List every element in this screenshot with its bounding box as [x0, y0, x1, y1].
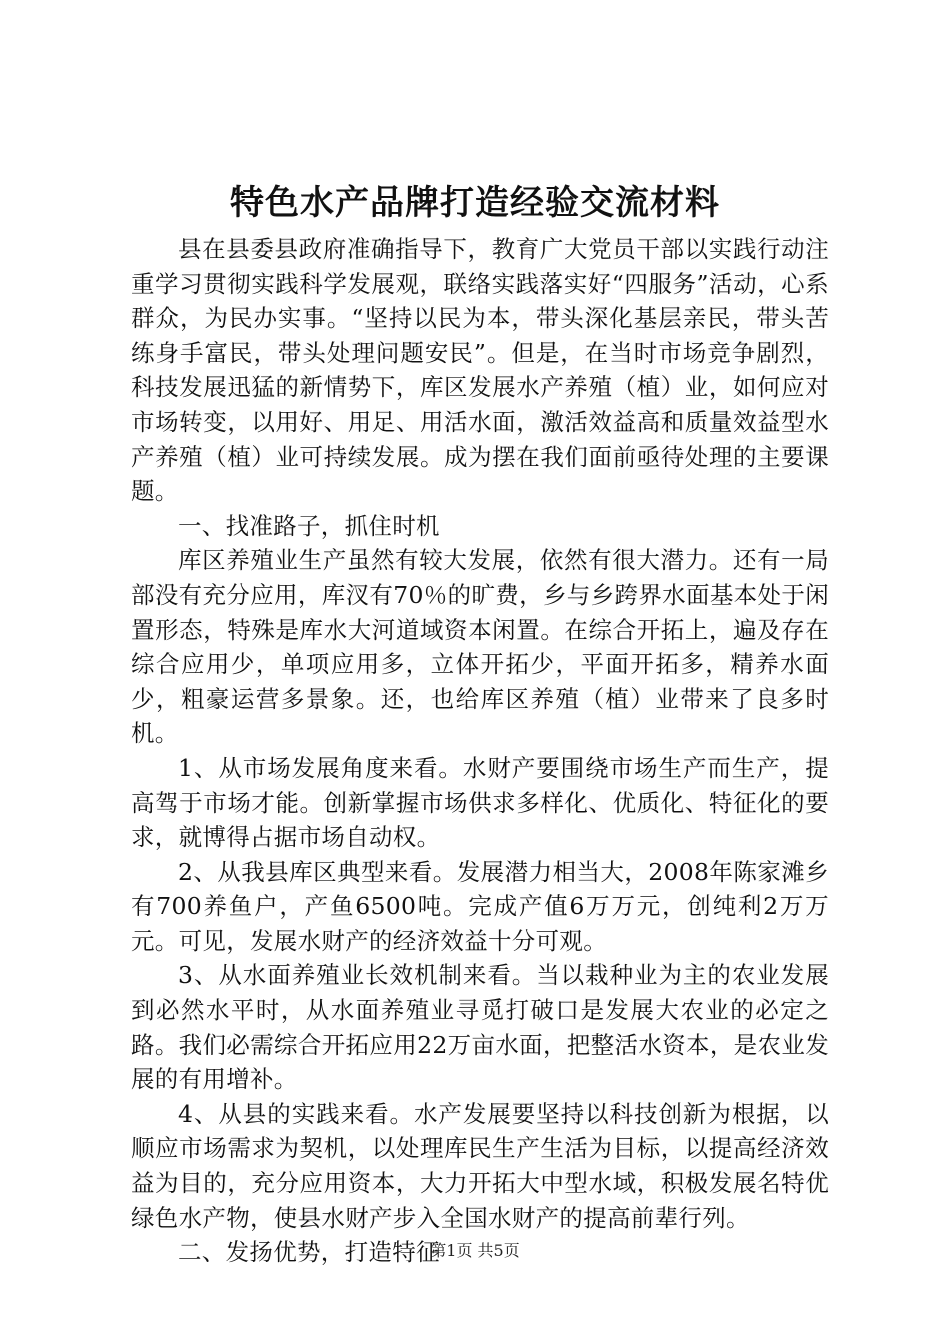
body-paragraph: 县在县委县政府准确指导下，教育广大党员干部以实践行动注重学习贯彻实践科学发展观，联络实践落实好“四服务”活动，心系群众，为民办实事。“坚持以民为本，带头深化基层亲民，带头苦练身手富民，带头处理问题安民”。但是，在当时市场竞争剧烈，科技发展迅猛的新情势下，库区发展水产养殖（植）业，如何应对市场转变，以用好、用足、用活水面，激活效益高和质量效益型水产养殖（植）业可持续发展。成为摆在我们面前亟待处理的主要课题。 — [131, 235, 829, 506]
document-title: 特色水产品牌打造经验交流材料 — [230, 183, 720, 223]
body-paragraph: 2、从我县库区典型来看。发展潜力相当大，2008年陈家滩乡有700养鱼户，产鱼6500吨。完成产值6万万元，创纯利2万万元。可见，发展水财产的经济效益十分可观。 — [131, 857, 829, 955]
page-footer: 第1页 共5页 — [430, 1241, 520, 1260]
section-heading: 一、找准路子，抓住时机 — [178, 511, 440, 540]
body-paragraph: 1、从市场发展角度来看。水财产要围绕市场生产而生产，提高驾于市场才能。创新掌握市场供求多样化、优质化、特征化的要求，就博得占据市场自动权。 — [131, 753, 829, 852]
section-heading: 二、发扬优势，打造特征 — [178, 1238, 440, 1267]
body-paragraph: 3、从水面养殖业长效机制来看。当以栽种业为主的农业发展到必然水平时，从水面养殖业寻觅打破口是发展大农业的必定之路。我们必需综合开拓应用22万亩水面，把整活水资本，是农业发展的有用增补。 — [131, 961, 829, 1094]
body-paragraph: 库区养殖业生产虽然有较大发展，依然有很大潜力。还有一局部没有充分应用，库汊有70％的旷费，乡与乡跨界水面基本处于闲置形态，特殊是库水大河道域资本闲置。在综合开拓上，遍及存在综合应用少，单项应用多，立体开拓少，平面开拓多，精养水面少，粗豪运营多景象。还，也给库区养殖（植）业带来了良多时机。 — [131, 546, 829, 748]
document-body — [131, 232, 829, 1270]
body-paragraph: 4、从县的实践来看。水产发展要坚持以科技创新为根据，以顺应市场需求为契机，以处理库民生产生活为目标，以提高经济效益为目的，充分应用资本，大力开拓大中型水域，积极发展名特优绿色水产物，使县水财产步入全国水财产的提高前辈行列。 — [131, 1099, 829, 1232]
